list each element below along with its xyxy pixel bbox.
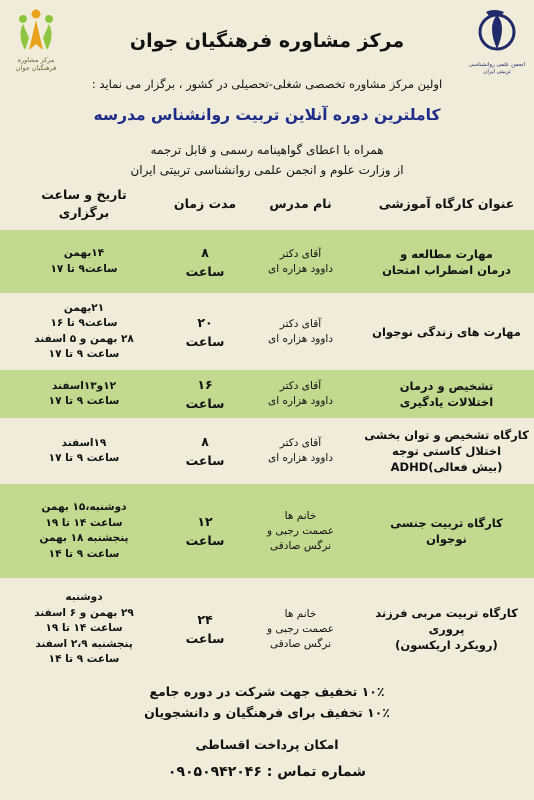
workshop-duration: ۸ ساعت [185, 434, 225, 468]
workshop-duration: ۸ ساعت [185, 244, 225, 279]
subtitle: اولین مرکز مشاوره تخصصی شغلی-تحصیلی در کشور ، برگزار می نماید : [91, 77, 443, 91]
header-duration: مدت زمان [173, 196, 237, 211]
workshop-teacher: آقای دکتر داوود هزاره ای [267, 317, 334, 345]
workshop-title: کارگاه تربیت جنسی نوجوان [390, 516, 503, 546]
discount-teachers-students: ۱۰٪ تخفیف برای فرهنگیان و دانشجویان [144, 705, 390, 720]
table-row [0, 293, 534, 370]
workshop-title: کارگاه تشخیص و توان بخشی اختلال کاستی توجه (بیش فعالی)ADHD [364, 428, 529, 474]
installment-note: امکان پرداخت اقساطی [195, 737, 339, 752]
header-title: عنوان کارگاه آموزشی [378, 196, 515, 211]
workshop-date: ۱۴بهمن ساعت۹ تا ۱۷ [50, 247, 118, 275]
workshop-duration: ۱۶ ساعت [185, 377, 225, 411]
table-row [0, 370, 534, 418]
workshop-date: دوشنبه،۱۵ بهمن ساعت ۱۴ تا ۱۹ پنجشنبه ۱۸ بهمن ساعت ۹ تا ۱۴ [39, 501, 129, 560]
workshop-title: تشخیص و درمان اختلالات یادگیری [399, 379, 494, 409]
header-date: تاریخ و ساعت برگزاری [41, 187, 127, 220]
table-row [0, 484, 534, 578]
workshop-duration: ۱۲ ساعت [185, 514, 225, 548]
workshop-date: ۲۱بهمن ساعت۹ تا ۱۶ ۲۸ بهمن و ۵ اسفند ساعت ۹ تا ۱۷ [34, 301, 134, 360]
workshop-date: دوشنبه ۲۹ بهمن و ۶ اسفند ساعت ۱۴ تا ۱۹ پنجشنبه ۲،۹ اسفند ساعت ۹ تا ۱۴ [34, 591, 134, 666]
table-row [0, 578, 534, 680]
table-row [0, 418, 534, 484]
certificate-issuer: از وزارت علوم و انجمن علمی روانشناسی تربیتی ایران [130, 163, 404, 177]
certificate-note: همراه با اعطای گواهینامه رسمی و قابل ترجمه [150, 143, 384, 157]
workshop-duration: ۲۴ ساعت [185, 612, 225, 646]
workshop-teacher: آقای دکتر داوود هزاره ای [267, 437, 334, 464]
center-logo-caption: مرکز مشاوره فرهنگیان جوان [15, 56, 57, 72]
contact-phone: شماره تماس : ۰۹۰۵۰۹۴۲۰۴۶ [167, 764, 367, 780]
workshop-duration: ۲۰ ساعت [185, 314, 225, 349]
workshop-teacher: آقای دکتر داوود هزاره ای [267, 247, 334, 275]
association-logo-caption: انجمن علمی روانشناسی تربیتی ایران [468, 62, 526, 75]
table-row [0, 230, 534, 293]
workshop-teacher: خانم ها عصمت رجبی و نرگس صادقی [267, 509, 334, 552]
table-header [0, 182, 534, 226]
workshop-title: مهارت های زندگی نوجوان [372, 324, 521, 339]
course-headline: کاملترین دوره آنلاین تربیت روانشناس مدرسه [93, 106, 441, 124]
workshop-teacher: خانم ها عصمت رجبی و نرگس صادقی [267, 607, 334, 650]
workshop-title: مهارت مطالعه و درمان اضطراب امتحان [382, 246, 511, 277]
page-title: مرکز مشاوره فرهنگیان جوان [129, 30, 405, 52]
discount-full-course: ۱۰٪ تخفیف جهت شرکت در دوره جامع [149, 684, 385, 699]
workshop-teacher: آقای دکتر داوود هزاره ای [267, 380, 334, 407]
workshop-title: کارگاه تربیت مربی فرزند پروری (رویکرد اریکسون) [375, 606, 518, 652]
workshop-date: ۱۲و۱۳اسفند ساعت ۹ تا ۱۷ [48, 379, 120, 407]
header-teacher: نام مدرس [269, 196, 332, 211]
workshop-date: ۱۹اسفند ساعت ۹ تا ۱۷ [48, 436, 120, 464]
